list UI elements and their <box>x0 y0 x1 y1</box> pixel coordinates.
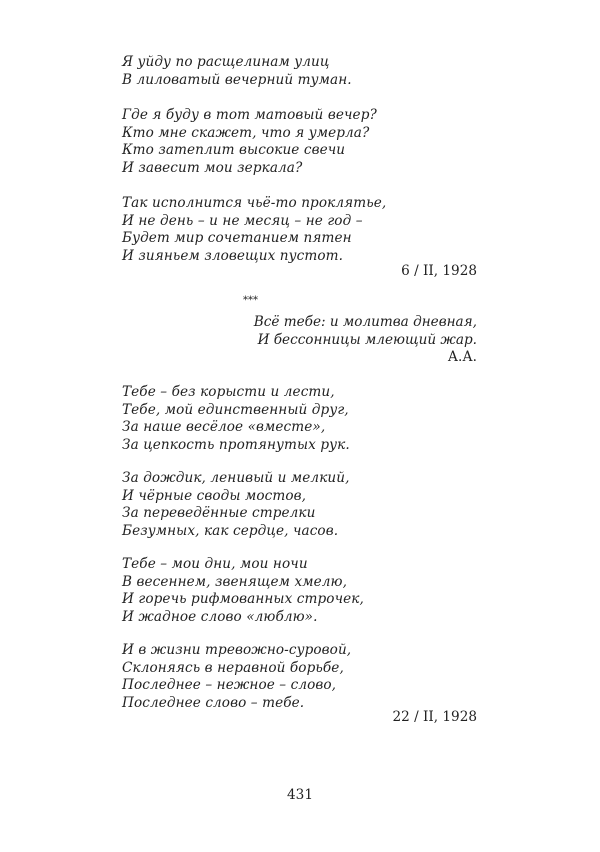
poem1-date: 6 / II, 1928 <box>401 263 477 279</box>
verse-line: За переведённые стрелки <box>122 505 316 522</box>
poem2-date: 22 / II, 1928 <box>392 709 477 725</box>
verse-line: За наше весёлое «вместе», <box>122 419 326 436</box>
epigraph-line: И бессонницы млеющий жар. <box>257 331 477 348</box>
verse-line: Последнее слово – тебе. <box>122 694 305 711</box>
poem2-stanza-2 <box>122 470 350 540</box>
verse-line: Тебе – мои дни, мои ночи <box>122 556 308 572</box>
poem1-stanza-1 <box>122 54 352 89</box>
verse-line: В весеннем, звенящем хмелю, <box>122 573 347 590</box>
verse-line: И чёрные своды мостов, <box>122 487 307 504</box>
verse-line: Кто затеплит высокие свечи <box>122 142 346 159</box>
verse-line: За цепкость протянутых рук. <box>122 436 350 453</box>
poem2-stanza-4 <box>122 642 351 712</box>
poem1-stanza-2 <box>122 107 377 177</box>
verse-line: И зияньем зловещих пустот. <box>122 247 344 264</box>
verse-line: Так исполнится чьё-то проклятье, <box>122 195 387 211</box>
verse-line: И горечь рифмованных строчек, <box>122 591 364 608</box>
epigraph <box>254 314 477 367</box>
section-separator: *** <box>243 295 258 306</box>
verse-line: Тебе – без корысти и лести, <box>122 384 335 400</box>
verse-line: И жадное слово «люблю». <box>122 608 318 625</box>
verse-line: Безумных, как сердце, часов. <box>122 522 339 539</box>
verse-line: За дождик, ленивый и мелкий, <box>122 470 350 486</box>
poem2-stanza-1 <box>122 384 350 454</box>
epigraph-line: Всё тебе: и молитва дневная, <box>253 314 477 330</box>
verse-line: В лиловатый вечерний туман. <box>122 71 352 88</box>
verse-line: Где я буду в тот матовый вечер? <box>122 107 377 123</box>
epigraph-author: А.А. <box>447 349 477 365</box>
verse-line: И завесит мои зеркала? <box>122 159 303 176</box>
verse-line: Склоняясь в неравной борьбе, <box>122 659 344 676</box>
verse-line: Будет мир сочетанием пятен <box>122 230 352 247</box>
verse-line: Последнее – нежное – слово, <box>122 677 337 694</box>
verse-line: Кто мне скажет, что я умерла? <box>122 124 370 141</box>
verse-line: И не день – и не месяц – не год – <box>122 212 363 229</box>
verse-line: И в жизни тревожно-суровой, <box>122 642 352 658</box>
poem2-stanza-3 <box>122 556 364 626</box>
verse-line: Я уйду по расщелинам улиц <box>122 54 330 70</box>
poem1-stanza-3 <box>122 195 386 265</box>
page-number: 431 <box>287 787 313 803</box>
verse-line: Тебе, мой единственный друг, <box>122 401 349 418</box>
